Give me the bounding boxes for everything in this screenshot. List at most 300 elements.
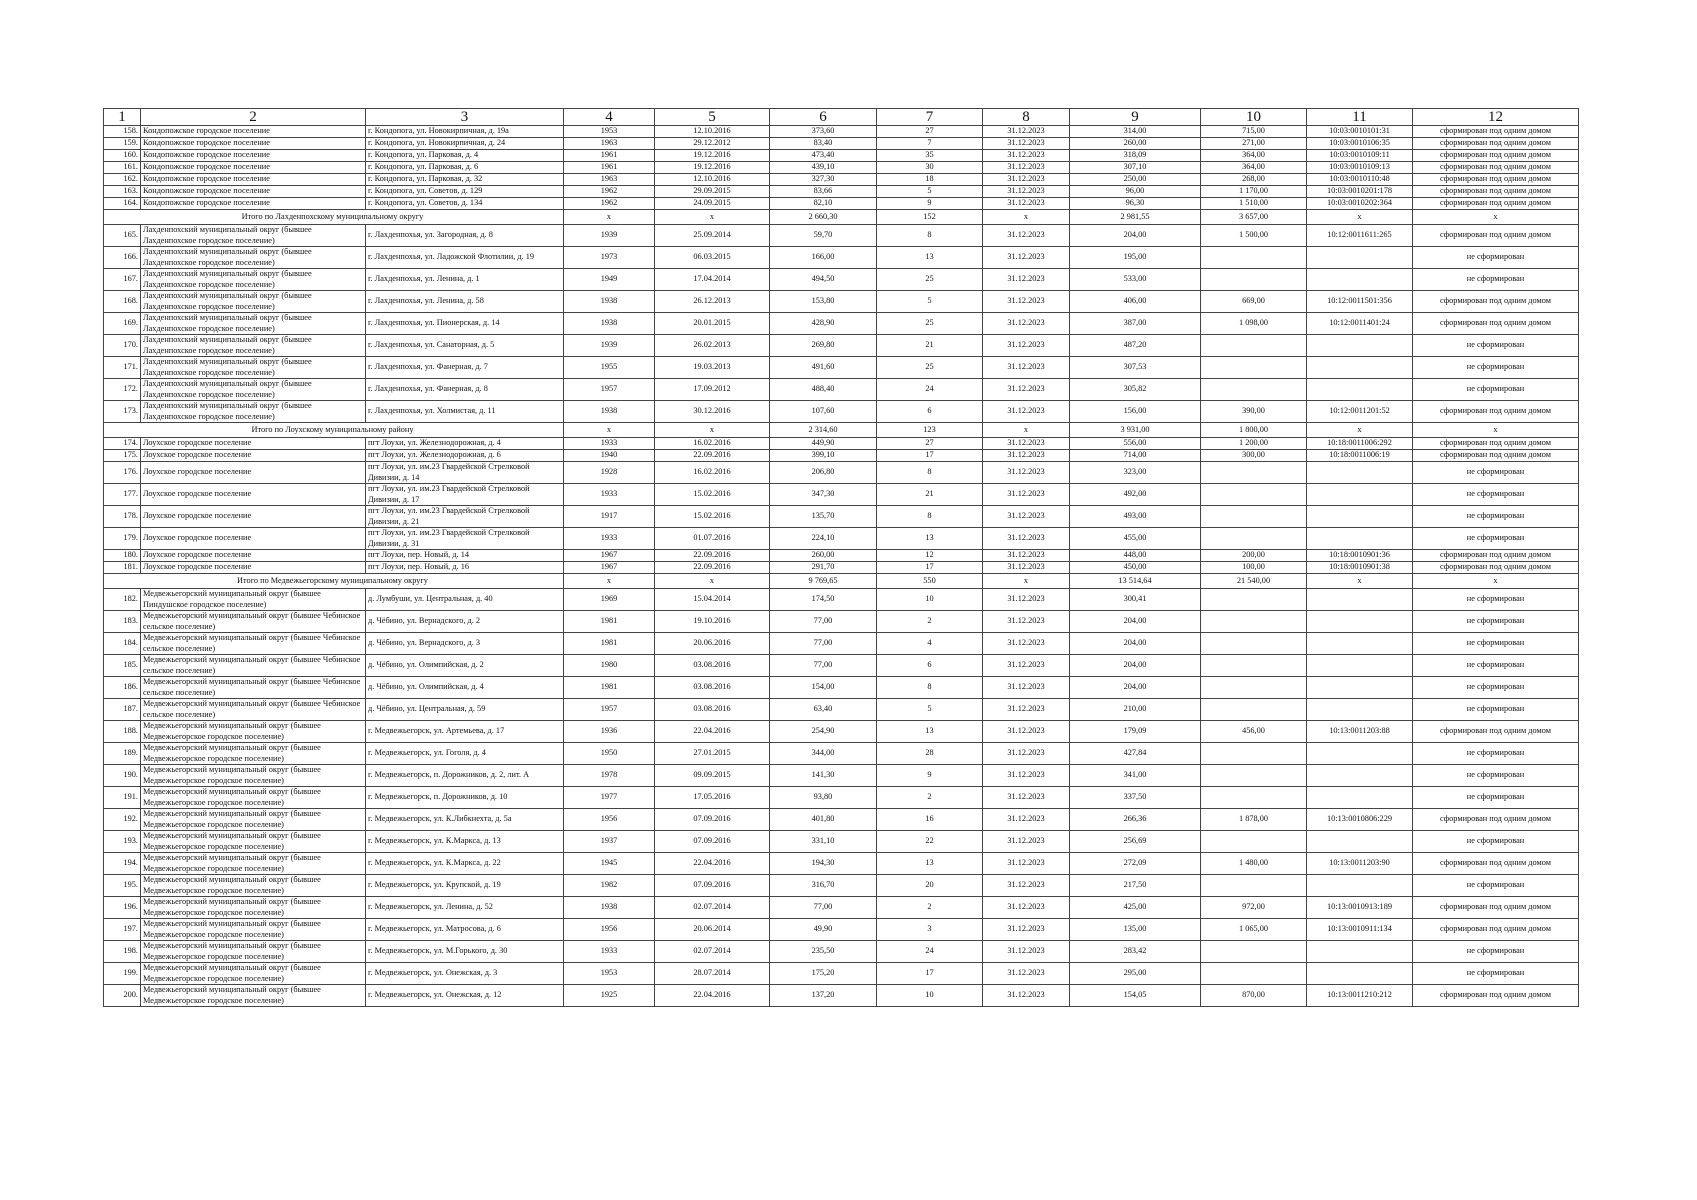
recognition-date-cell: 29.09.2015	[655, 186, 770, 198]
area-cell: 83,66	[770, 186, 877, 198]
year-built-cell: 1981	[564, 611, 655, 633]
land-area-cell: 390,00	[1201, 401, 1307, 423]
row-number: 168.	[104, 291, 141, 313]
land-area-cell: 1 878,00	[1201, 809, 1307, 831]
area-col9-cell: 283,42	[1070, 941, 1201, 963]
address-cell: г. Кондопога, ул. Советов, д. 129	[366, 186, 564, 198]
cadastral-number-cell: 10:03:0010106:35	[1307, 138, 1413, 150]
cadastral-number-cell: 10:03:0010109:11	[1307, 150, 1413, 162]
area-col9-cell: 154,05	[1070, 985, 1201, 1007]
planned-date-cell: 31.12.2023	[983, 528, 1070, 550]
area-col9-cell: 295,00	[1070, 963, 1201, 985]
cadastral-number-cell	[1307, 655, 1413, 677]
recognition-date-cell: 27.01.2015	[655, 743, 770, 765]
area-col9-cell: 96,00	[1070, 186, 1201, 198]
address-cell: г. Кондопога, ул. Парковая, д. 6	[366, 162, 564, 174]
area-cell: 491,60	[770, 357, 877, 379]
land-area-cell: 870,00	[1201, 985, 1307, 1007]
table-row	[104, 743, 1579, 765]
total-area-cell: 9 769,65	[770, 574, 877, 589]
year-built-cell: 1957	[564, 699, 655, 721]
row-number: 180.	[104, 550, 141, 562]
area-cell: 399,10	[770, 450, 877, 462]
residents-count-cell: 25	[877, 357, 983, 379]
planned-date-cell: 31.12.2023	[983, 787, 1070, 809]
address-cell: г. Медвежьегорск, ул. Артемьева, д. 17	[366, 721, 564, 743]
area-cell: 63,40	[770, 699, 877, 721]
year-built-cell: 1980	[564, 655, 655, 677]
land-status-cell: сформирован под одним домом	[1413, 138, 1579, 150]
planned-date-cell: 31.12.2023	[983, 138, 1070, 150]
land-area-cell	[1201, 506, 1307, 528]
address-cell: г. Кондопога, ул. Парковая, д. 4	[366, 150, 564, 162]
year-built-cell: 1967	[564, 562, 655, 574]
subtotal-label: Итого по Лоухскому муниципальному району	[104, 423, 564, 438]
cadastral-number-cell	[1307, 506, 1413, 528]
year-built-cell: 1933	[564, 438, 655, 450]
planned-date-cell: 31.12.2023	[983, 677, 1070, 699]
municipality-cell: Кондопожское городское поселение	[141, 162, 366, 174]
table-row	[104, 186, 1579, 198]
planned-date-cell: 31.12.2023	[983, 699, 1070, 721]
land-status-cell: не сформирован	[1413, 787, 1579, 809]
total-planned-date-cell: x	[983, 423, 1070, 438]
area-col9-cell: 307,53	[1070, 357, 1201, 379]
area-cell: 93,80	[770, 787, 877, 809]
recognition-date-cell: 20.01.2015	[655, 313, 770, 335]
row-number: 200.	[104, 985, 141, 1007]
municipality-cell: Лахденпохский муниципальный округ (бывшее Лахденпохское городское поселение)	[141, 357, 366, 379]
municipality-cell: Кондопожское городское поселение	[141, 126, 366, 138]
land-status-cell: не сформирован	[1413, 941, 1579, 963]
area-cell: 235,50	[770, 941, 877, 963]
row-number: 184.	[104, 633, 141, 655]
cadastral-number-cell: 10:13:0011203:90	[1307, 853, 1413, 875]
cadastral-number-cell	[1307, 941, 1413, 963]
area-cell: 137,20	[770, 985, 877, 1007]
cadastral-number-cell: 10:03:0010109:13	[1307, 162, 1413, 174]
land-area-cell	[1201, 941, 1307, 963]
residents-count-cell: 3	[877, 919, 983, 941]
row-number: 198.	[104, 941, 141, 963]
land-status-cell: сформирован под одним домом	[1413, 438, 1579, 450]
cadastral-number-cell	[1307, 462, 1413, 484]
row-number: 171.	[104, 357, 141, 379]
year-built-cell: 1963	[564, 138, 655, 150]
year-built-cell: 1961	[564, 162, 655, 174]
row-number: 189.	[104, 743, 141, 765]
area-col9-cell: 556,00	[1070, 438, 1201, 450]
recognition-date-cell: 25.09.2014	[655, 225, 770, 247]
municipality-cell: Лахденпохский муниципальный округ (бывшее Лахденпохское городское поселение)	[141, 313, 366, 335]
area-cell: 194,30	[770, 853, 877, 875]
recognition-date-cell: 19.10.2016	[655, 611, 770, 633]
total-status-cell: x	[1413, 210, 1579, 225]
area-col9-cell: 448,00	[1070, 550, 1201, 562]
municipality-cell: Кондопожское городское поселение	[141, 174, 366, 186]
total-area-cell: 2 314,60	[770, 423, 877, 438]
area-cell: 327,30	[770, 174, 877, 186]
municipality-cell: Лахденпохский муниципальный округ (бывшее Лахденпохское городское поселение)	[141, 401, 366, 423]
municipality-cell: Лоухское городское поселение	[141, 450, 366, 462]
address-cell: пгт Лоухи, ул. Железнодорожная, д. 4	[366, 438, 564, 450]
residents-count-cell: 10	[877, 985, 983, 1007]
address-cell: г. Лахденпохья, ул. Фанерная, д. 8	[366, 379, 564, 401]
area-cell: 473,40	[770, 150, 877, 162]
land-area-cell: 669,00	[1201, 291, 1307, 313]
area-cell: 154,00	[770, 677, 877, 699]
table-row	[104, 550, 1579, 562]
planned-date-cell: 31.12.2023	[983, 765, 1070, 787]
land-area-cell	[1201, 379, 1307, 401]
table-row	[104, 291, 1579, 313]
row-number: 197.	[104, 919, 141, 941]
residents-count-cell: 9	[877, 765, 983, 787]
row-number: 162.	[104, 174, 141, 186]
total-residents-cell: 550	[877, 574, 983, 589]
residents-count-cell: 8	[877, 506, 983, 528]
land-status-cell: сформирован под одним домом	[1413, 174, 1579, 186]
table-row	[104, 198, 1579, 210]
subtotal-label: Итого по Лахденпохскому муниципальному округу	[104, 210, 564, 225]
municipality-cell: Медвежьегорский муниципальный округ (бывшее Медвежьегорское городское поселение)	[141, 787, 366, 809]
address-cell: г. Медвежьегорск, п. Дорожников, д. 2, лит. А	[366, 765, 564, 787]
planned-date-cell: 31.12.2023	[983, 611, 1070, 633]
cadastral-number-cell: 10:12:0011401:24	[1307, 313, 1413, 335]
recognition-date-cell: 07.09.2016	[655, 831, 770, 853]
table-row	[104, 809, 1579, 831]
municipality-cell: Кондопожское городское поселение	[141, 198, 366, 210]
residents-count-cell: 8	[877, 462, 983, 484]
area-col9-cell: 156,00	[1070, 401, 1201, 423]
row-number: 176.	[104, 462, 141, 484]
area-cell: 401,80	[770, 809, 877, 831]
column-header: 9	[1070, 109, 1201, 126]
area-col9-cell: 266,36	[1070, 809, 1201, 831]
column-header: 12	[1413, 109, 1579, 126]
municipality-cell: Медвежьегорский муниципальный округ (бывшее Чебинское сельское поселение)	[141, 655, 366, 677]
cadastral-number-cell: 10:18:0011006:292	[1307, 438, 1413, 450]
recognition-date-cell: 15.02.2016	[655, 506, 770, 528]
address-cell: пгт Лоухи, пер. Новый, д. 14	[366, 550, 564, 562]
total-residents-cell: 123	[877, 423, 983, 438]
column-header: 6	[770, 109, 877, 126]
cadastral-number-cell	[1307, 831, 1413, 853]
address-cell: г. Медвежьегорск, ул. Крупской, д. 19	[366, 875, 564, 897]
table-row	[104, 150, 1579, 162]
residents-count-cell: 2	[877, 787, 983, 809]
residents-count-cell: 17	[877, 963, 983, 985]
area-col9-cell: 195,00	[1070, 247, 1201, 269]
cadastral-number-cell	[1307, 528, 1413, 550]
cadastral-number-cell: 10:03:0010201:178	[1307, 186, 1413, 198]
total-area-cell: 2 660,30	[770, 210, 877, 225]
land-status-cell: сформирован под одним домом	[1413, 550, 1579, 562]
recognition-date-cell: 07.09.2016	[655, 809, 770, 831]
recognition-date-cell: 06.03.2015	[655, 247, 770, 269]
year-built-cell: 1925	[564, 985, 655, 1007]
cadastral-number-cell	[1307, 335, 1413, 357]
residents-count-cell: 5	[877, 186, 983, 198]
table-row	[104, 897, 1579, 919]
area-cell: 59,70	[770, 225, 877, 247]
area-col9-cell: 260,00	[1070, 138, 1201, 150]
year-built-cell: 1950	[564, 743, 655, 765]
recognition-date-cell: 19.12.2016	[655, 150, 770, 162]
year-built-cell: 1973	[564, 247, 655, 269]
planned-date-cell: 31.12.2023	[983, 126, 1070, 138]
row-number: 160.	[104, 150, 141, 162]
row-number: 172.	[104, 379, 141, 401]
area-cell: 260,00	[770, 550, 877, 562]
planned-date-cell: 31.12.2023	[983, 401, 1070, 423]
table-row	[104, 484, 1579, 506]
total-cadastral-cell: x	[1307, 574, 1413, 589]
municipality-cell: Лоухское городское поселение	[141, 562, 366, 574]
row-number: 199.	[104, 963, 141, 985]
municipality-cell: Лахденпохский муниципальный округ (бывшее Лахденпохское городское поселение)	[141, 335, 366, 357]
municipality-cell: Медвежьегорский муниципальный округ (бывшее Чебинское сельское поселение)	[141, 699, 366, 721]
residents-count-cell: 35	[877, 150, 983, 162]
year-built-cell: 1978	[564, 765, 655, 787]
year-built-cell: 1933	[564, 941, 655, 963]
residents-count-cell: 25	[877, 313, 983, 335]
address-cell: г. Лахденпохья, ул. Ладожской Флотилии, д. 19	[366, 247, 564, 269]
planned-date-cell: 31.12.2023	[983, 875, 1070, 897]
land-status-cell: не сформирован	[1413, 462, 1579, 484]
planned-date-cell: 31.12.2023	[983, 438, 1070, 450]
address-cell: г. Кондопога, ул. Новокирпичная, д. 24	[366, 138, 564, 150]
municipality-cell: Медвежьегорский муниципальный округ (бывшее Медвежьегорское городское поселение)	[141, 897, 366, 919]
table-row	[104, 963, 1579, 985]
year-built-cell: 1977	[564, 787, 655, 809]
year-built-cell: 1937	[564, 831, 655, 853]
total-land-area-cell: 1 800,00	[1201, 423, 1307, 438]
area-col9-cell: 387,00	[1070, 313, 1201, 335]
land-area-cell: 715,00	[1201, 126, 1307, 138]
municipality-cell: Лахденпохский муниципальный округ (бывшее Лахденпохское городское поселение)	[141, 291, 366, 313]
land-area-cell	[1201, 655, 1307, 677]
area-col9-cell: 341,00	[1070, 765, 1201, 787]
residents-count-cell: 21	[877, 335, 983, 357]
column-header: 4	[564, 109, 655, 126]
total-year-cell: x	[564, 423, 655, 438]
address-cell: г. Медвежьегорск, ул. Гоголя, д. 4	[366, 743, 564, 765]
area-cell: 77,00	[770, 633, 877, 655]
planned-date-cell: 31.12.2023	[983, 462, 1070, 484]
subtotal-label: Итого по Медвежьегорскому муниципальному округу	[104, 574, 564, 589]
land-status-cell: не сформирован	[1413, 484, 1579, 506]
year-built-cell: 1945	[564, 853, 655, 875]
total-planned-date-cell: x	[983, 574, 1070, 589]
residents-count-cell: 17	[877, 562, 983, 574]
cadastral-number-cell	[1307, 269, 1413, 291]
land-status-cell: не сформирован	[1413, 875, 1579, 897]
land-status-cell: не сформирован	[1413, 963, 1579, 985]
row-number: 191.	[104, 787, 141, 809]
year-built-cell: 1933	[564, 484, 655, 506]
year-built-cell: 1939	[564, 225, 655, 247]
land-status-cell: не сформирован	[1413, 589, 1579, 611]
total-cadastral-cell: x	[1307, 423, 1413, 438]
year-built-cell: 1938	[564, 313, 655, 335]
planned-date-cell: 31.12.2023	[983, 743, 1070, 765]
planned-date-cell: 31.12.2023	[983, 831, 1070, 853]
planned-date-cell: 31.12.2023	[983, 562, 1070, 574]
planned-date-cell: 31.12.2023	[983, 379, 1070, 401]
land-status-cell: сформирован под одним домом	[1413, 198, 1579, 210]
address-cell: г. Медвежьегорск, ул. Матросова, д. 6	[366, 919, 564, 941]
area-cell: 494,50	[770, 269, 877, 291]
table-row	[104, 450, 1579, 462]
row-number: 194.	[104, 853, 141, 875]
land-area-cell	[1201, 589, 1307, 611]
table-row	[104, 174, 1579, 186]
residents-count-cell: 22	[877, 831, 983, 853]
land-status-cell: не сформирован	[1413, 247, 1579, 269]
land-area-cell: 1 480,00	[1201, 853, 1307, 875]
land-area-cell: 271,00	[1201, 138, 1307, 150]
planned-date-cell: 31.12.2023	[983, 150, 1070, 162]
cadastral-number-cell	[1307, 247, 1413, 269]
municipality-cell: Медвежьегорский муниципальный округ (бывшее Медвежьегорское городское поселение)	[141, 985, 366, 1007]
total-land-area-cell: 3 657,00	[1201, 210, 1307, 225]
row-number: 173.	[104, 401, 141, 423]
land-area-cell	[1201, 677, 1307, 699]
table-row	[104, 589, 1579, 611]
year-built-cell: 1938	[564, 291, 655, 313]
land-area-cell: 1 200,00	[1201, 438, 1307, 450]
cadastral-number-cell: 10:03:0010202:364	[1307, 198, 1413, 210]
table-row	[104, 528, 1579, 550]
area-cell: 449,90	[770, 438, 877, 450]
municipality-cell: Лахденпохский муниципальный округ (бывшее Лахденпохское городское поселение)	[141, 247, 366, 269]
address-cell: д. Лумбуши, ул. Центральная, д. 40	[366, 589, 564, 611]
land-status-cell: не сформирован	[1413, 357, 1579, 379]
area-col9-cell: 204,00	[1070, 225, 1201, 247]
area-cell: 291,70	[770, 562, 877, 574]
planned-date-cell: 31.12.2023	[983, 291, 1070, 313]
table-row	[104, 225, 1579, 247]
municipality-cell: Кондопожское городское поселение	[141, 150, 366, 162]
municipality-cell: Медвежьегорский муниципальный округ (бывшее Чебинское сельское поселение)	[141, 677, 366, 699]
planned-date-cell: 31.12.2023	[983, 174, 1070, 186]
municipality-cell: Лоухское городское поселение	[141, 484, 366, 506]
total-date-cell: x	[655, 574, 770, 589]
address-cell: д. Чёбино, ул. Вернадского, д. 3	[366, 633, 564, 655]
table-row	[104, 853, 1579, 875]
recognition-date-cell: 22.09.2016	[655, 562, 770, 574]
area-col9-cell: 323,00	[1070, 462, 1201, 484]
year-built-cell: 1956	[564, 919, 655, 941]
table-row	[104, 162, 1579, 174]
residents-count-cell: 18	[877, 174, 983, 186]
land-area-cell: 1 170,00	[1201, 186, 1307, 198]
cadastral-number-cell: 10:13:0010913:189	[1307, 897, 1413, 919]
area-col9-cell: 256,69	[1070, 831, 1201, 853]
residents-count-cell: 7	[877, 138, 983, 150]
municipality-cell: Лоухское городское поселение	[141, 438, 366, 450]
address-cell: пгт Лоухи, ул. им.23 Гвардейской Стрелковой Дивизии, д. 21	[366, 506, 564, 528]
area-col9-cell: 210,00	[1070, 699, 1201, 721]
planned-date-cell: 31.12.2023	[983, 853, 1070, 875]
year-built-cell: 1928	[564, 462, 655, 484]
year-built-cell: 1953	[564, 963, 655, 985]
land-status-cell: сформирован под одним домом	[1413, 291, 1579, 313]
land-area-cell	[1201, 743, 1307, 765]
table-row	[104, 611, 1579, 633]
cadastral-number-cell	[1307, 743, 1413, 765]
recognition-date-cell: 30.12.2016	[655, 401, 770, 423]
area-cell: 175,20	[770, 963, 877, 985]
table-row	[104, 357, 1579, 379]
cadastral-number-cell	[1307, 357, 1413, 379]
land-status-cell: сформирован под одним домом	[1413, 150, 1579, 162]
municipality-cell: Кондопожское городское поселение	[141, 138, 366, 150]
recognition-date-cell: 07.09.2016	[655, 875, 770, 897]
cadastral-number-cell	[1307, 484, 1413, 506]
residents-count-cell: 16	[877, 809, 983, 831]
municipality-cell: Лоухское городское поселение	[141, 462, 366, 484]
area-col9-cell: 135,00	[1070, 919, 1201, 941]
municipality-cell: Медвежьегорский муниципальный округ (бывшее Медвежьегорское городское поселение)	[141, 853, 366, 875]
recognition-date-cell: 19.03.2013	[655, 357, 770, 379]
area-cell: 331,10	[770, 831, 877, 853]
address-cell: пгт Лоухи, ул. Железнодорожная, д. 6	[366, 450, 564, 462]
table-row	[104, 138, 1579, 150]
area-cell: 77,00	[770, 611, 877, 633]
recognition-date-cell: 26.12.2013	[655, 291, 770, 313]
year-built-cell: 1938	[564, 897, 655, 919]
address-cell: д. Чёбино, ул. Центральная, д. 59	[366, 699, 564, 721]
address-cell: пгт Лоухи, ул. им.23 Гвардейской Стрелковой Дивизии, д. 17	[366, 484, 564, 506]
total-col9-cell: 2 981,55	[1070, 210, 1201, 225]
municipality-cell: Лоухское городское поселение	[141, 506, 366, 528]
cadastral-number-cell	[1307, 379, 1413, 401]
land-status-cell: не сформирован	[1413, 677, 1579, 699]
table-row	[104, 633, 1579, 655]
row-number: 165.	[104, 225, 141, 247]
cadastral-number-cell	[1307, 633, 1413, 655]
land-area-cell	[1201, 633, 1307, 655]
row-number: 161.	[104, 162, 141, 174]
area-cell: 174,50	[770, 589, 877, 611]
table-body	[104, 126, 1579, 1007]
address-cell: г. Медвежьегорск, ул. М.Горького, д. 30	[366, 941, 564, 963]
column-header: 1	[104, 109, 141, 126]
municipality-cell: Медвежьегорский муниципальный округ (бывшее Чебинское сельское поселение)	[141, 633, 366, 655]
area-cell: 224,10	[770, 528, 877, 550]
cadastral-number-cell: 10:12:0011201:52	[1307, 401, 1413, 423]
land-area-cell: 364,00	[1201, 150, 1307, 162]
year-built-cell: 1967	[564, 550, 655, 562]
cadastral-number-cell	[1307, 787, 1413, 809]
recognition-date-cell: 03.08.2016	[655, 677, 770, 699]
recognition-date-cell: 17.05.2016	[655, 787, 770, 809]
land-area-cell	[1201, 831, 1307, 853]
recognition-date-cell: 22.09.2016	[655, 550, 770, 562]
planned-date-cell: 31.12.2023	[983, 313, 1070, 335]
address-cell: г. Медвежьегорск, ул. К.Либкнехта, д. 5а	[366, 809, 564, 831]
row-number: 188.	[104, 721, 141, 743]
year-built-cell: 1961	[564, 150, 655, 162]
subtotal-row	[104, 574, 1579, 589]
municipality-cell: Медвежьегорский муниципальный округ (бывшее Медвежьегорское городское поселение)	[141, 809, 366, 831]
residents-count-cell: 2	[877, 897, 983, 919]
planned-date-cell: 31.12.2023	[983, 897, 1070, 919]
year-built-cell: 1917	[564, 506, 655, 528]
cadastral-number-cell	[1307, 589, 1413, 611]
